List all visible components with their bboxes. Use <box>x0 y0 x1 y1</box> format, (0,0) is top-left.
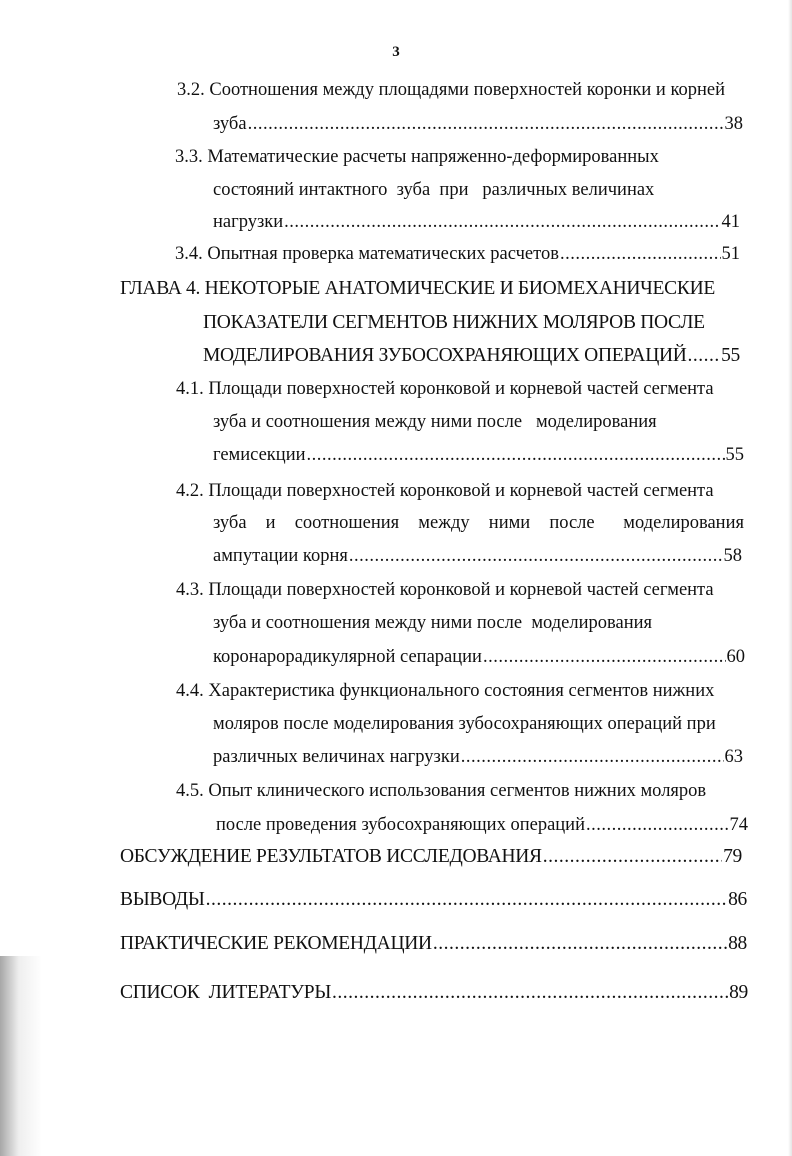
scan-shadow-left <box>0 956 42 1156</box>
scan-shadow-right <box>788 0 792 1156</box>
page-number: 3 <box>392 44 400 60</box>
toc-4-2-entry <box>213 545 742 567</box>
dot-leader <box>332 982 728 1004</box>
dot-leader <box>349 545 723 567</box>
toc-3-2-line2: зуба <box>213 114 247 134</box>
toc-4-1-line1: 4.1. Площади поверхностей коронковой и корневой частей сегмента <box>176 379 714 399</box>
dot-leader <box>586 814 729 836</box>
toc-conclusions-entry <box>120 889 747 911</box>
toc-4-3-entry <box>213 646 745 668</box>
toc-4-3-page: 60 <box>726 647 745 667</box>
toc-4-2-page: 58 <box>723 546 742 566</box>
toc-references-label: СПИСОК ЛИТЕРАТУРЫ <box>120 982 332 1003</box>
toc-3-4-page: 51 <box>721 244 740 264</box>
toc-3-4-line1: 3.4. Опытная проверка математических расчетов <box>175 244 559 264</box>
toc-4-3-line2: зуба и соотношения между ними после моделирования <box>213 613 653 633</box>
dot-leader <box>461 746 724 768</box>
toc-4-5-line2: после проведения зубосохраняющих операций <box>216 815 585 835</box>
toc-ch4-page: 55 <box>721 345 740 366</box>
toc-3-4-entry <box>175 243 740 265</box>
toc-4-2-line2: зуба и соотношения между ними после моделирования <box>213 513 744 533</box>
toc-3-3-entry <box>213 211 740 233</box>
toc-3-3-line1: 3.3. Математические расчеты напряженно-деформированных <box>175 147 659 167</box>
toc-3-2-entry <box>213 113 743 135</box>
toc-ch4-entry <box>203 345 740 367</box>
toc-ch4-line1: ГЛАВА 4. НЕКОТОРЫЕ АНАТОМИЧЕСКИЕ И БИОМЕХАНИЧЕСКИЕ <box>120 278 715 299</box>
dot-leader <box>284 211 720 233</box>
toc-3-3-page: 41 <box>721 212 740 232</box>
dot-leader <box>307 444 725 466</box>
toc-ch4-line2: ПОКАЗАТЕЛИ СЕГМЕНТОВ НИЖНИХ МОЛЯРОВ ПОСЛЕ <box>203 312 705 333</box>
toc-4-5-entry <box>216 814 748 836</box>
toc-references-entry <box>120 982 748 1004</box>
toc-4-4-line3: различных величинах нагрузки <box>213 747 460 767</box>
toc-conclusions-label: ВЫВОДЫ <box>120 889 205 910</box>
toc-recommendations-label: ПРАКТИЧЕСКИЕ РЕКОМЕНДАЦИИ <box>120 933 432 954</box>
toc-4-1-line2: зуба и соотношения между ними после моделирования <box>213 412 657 432</box>
toc-4-1-line3: гемисекции <box>213 445 306 465</box>
toc-4-1-entry <box>213 444 744 466</box>
toc-4-1-page: 55 <box>725 445 744 465</box>
toc-3-3-line3: нагрузки <box>213 212 284 232</box>
toc-4-5-page: 74 <box>729 815 748 835</box>
toc-4-4-entry <box>213 746 743 768</box>
dot-leader <box>560 243 721 265</box>
toc-4-2-line1: 4.2. Площади поверхностей коронковой и корневой частей сегмента <box>176 481 714 501</box>
toc-4-5-line1: 4.5. Опыт клинического использования сегментов нижних моляров <box>176 781 707 801</box>
toc-discussion-label: ОБСУЖДЕНИЕ РЕЗУЛЬТАТОВ ИССЛЕДОВАНИЯ <box>120 846 542 867</box>
toc-discussion-page: 79 <box>723 846 742 867</box>
toc-3-2-page: 38 <box>724 114 743 134</box>
toc-4-4-line2: моляров после моделирования зубосохраняющих операций при <box>213 714 716 734</box>
toc-references-page: 89 <box>729 982 748 1003</box>
toc-ch4-line3: МОДЕЛИРОВАНИЯ ЗУБОСОХРАНЯЮЩИХ ОПЕРАЦИЙ <box>203 345 687 366</box>
toc-recommendations-page: 88 <box>728 933 747 954</box>
dot-leader <box>248 113 724 135</box>
toc-4-3-line3: коронарорадикулярной сепарации <box>213 647 482 667</box>
dot-leader <box>543 846 722 868</box>
toc-discussion-entry <box>120 846 742 868</box>
toc-conclusions-page: 86 <box>728 889 747 910</box>
toc-4-4-page: 63 <box>724 747 743 767</box>
dot-leader <box>688 345 721 367</box>
toc-3-2-line1: 3.2. Соотношения между площадями поверхностей коронки и корней <box>177 80 726 100</box>
dot-leader <box>433 933 727 955</box>
toc-4-4-line1: 4.4. Характеристика функционального состояния сегментов нижних <box>176 681 715 701</box>
toc-3-3-line2: состояний интактного зуба при различных величинах <box>213 180 655 200</box>
toc-recommendations-entry <box>120 933 747 955</box>
dot-leader <box>206 889 727 911</box>
toc-4-2-line3: ампутации корня <box>213 546 348 566</box>
toc-4-3-line1: 4.3. Площади поверхностей коронковой и корневой частей сегмента <box>176 580 714 600</box>
dot-leader <box>483 646 726 668</box>
